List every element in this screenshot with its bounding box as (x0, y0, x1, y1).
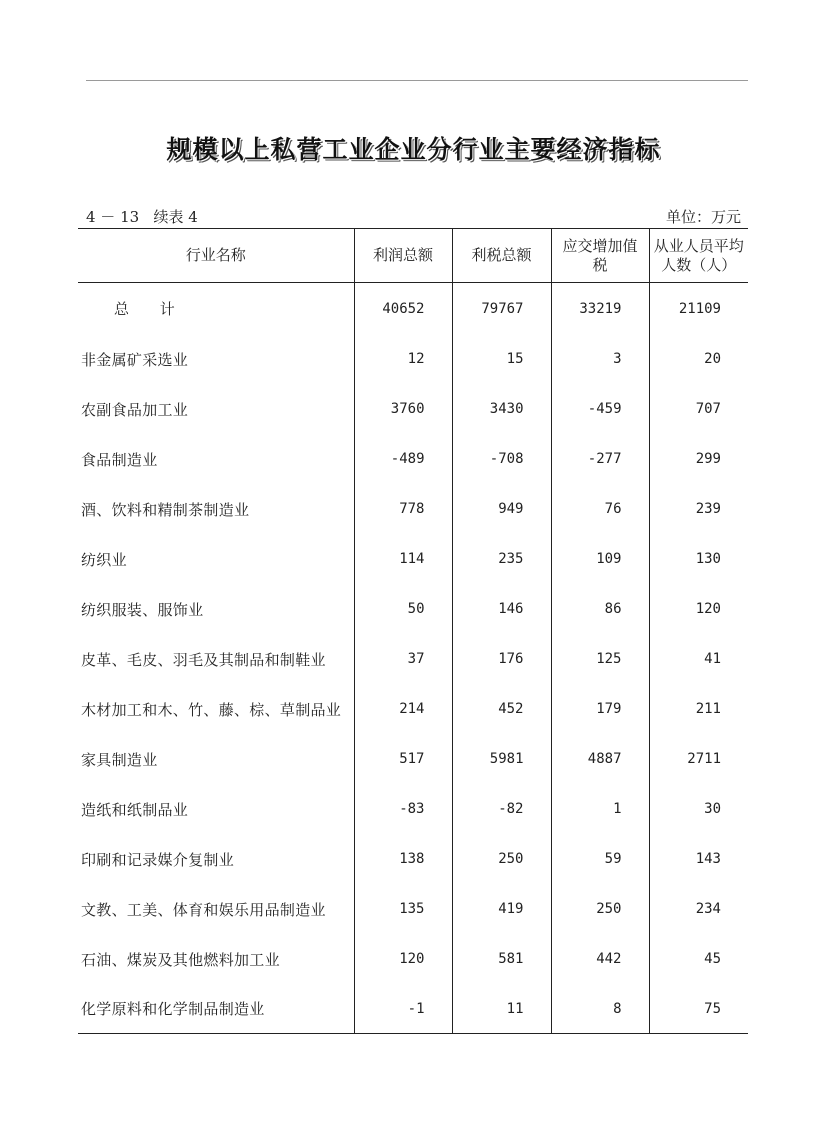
vat-payable-cell: 1 (551, 784, 649, 834)
average-employees-cell: 120 (649, 584, 748, 634)
average-employees-cell: 41 (649, 634, 748, 684)
industry-name-cell: 石油、煤炭及其他燃料加工业 (81, 950, 280, 969)
total-profit-cell: 778 (354, 484, 452, 534)
total-profit-tax-cell: 949 (452, 484, 551, 534)
header-industry-name: 行业名称 (78, 229, 354, 283)
total-profit-tax-cell: 15 (452, 334, 551, 384)
vat-payable-cell: 442 (551, 934, 649, 984)
total-profit-cell: 50 (354, 584, 452, 634)
table-row (78, 684, 748, 734)
total-profit-cell: 517 (354, 734, 452, 784)
vat-payable-cell: 76 (551, 484, 649, 534)
total-profit-cell: -83 (354, 784, 452, 834)
average-employees-cell: 130 (649, 534, 748, 584)
total-profit-tax-cell: 146 (452, 584, 551, 634)
table-number: 4 － 13 续表 4 (86, 208, 198, 226)
total-profit-tax-cell: 581 (452, 934, 551, 984)
vat-payable-cell: -277 (551, 434, 649, 484)
table-row (78, 984, 748, 1034)
total-profit-cell: 3760 (354, 384, 452, 434)
vat-payable-cell: 59 (551, 834, 649, 884)
average-employees-cell: 75 (649, 984, 748, 1034)
total-profit-tax-cell: 5981 (452, 734, 551, 784)
header-total-profit-tax: 利税总额 (452, 229, 551, 283)
total-row (78, 283, 748, 335)
industry-name-cell: 纺织业 (81, 550, 127, 569)
header-total-profit: 利润总额 (354, 229, 452, 283)
vat-payable-cell: 250 (551, 884, 649, 934)
average-employees-cell: 2711 (649, 734, 748, 784)
table-row (78, 834, 748, 884)
total-profit-cell: 120 (354, 934, 452, 984)
average-employees-cell: 211 (649, 684, 748, 734)
industry-name-cell: 造纸和纸制品业 (81, 800, 189, 819)
total-profit-cell: 40652 (354, 283, 452, 335)
industry-name-cell: 化学原料和化学制品制造业 (78, 984, 354, 1034)
industry-name-cell: 食品制造业 (81, 450, 158, 469)
table-header-row (78, 229, 748, 283)
total-profit-tax-cell: 419 (452, 884, 551, 934)
header-average-employees: 从业人员平均人数（人） (649, 229, 748, 283)
table-body (78, 283, 748, 1034)
industry-indicators-table (78, 228, 748, 1034)
vat-payable-cell: 179 (551, 684, 649, 734)
table-row (78, 484, 748, 534)
industry-name-cell: 农副食品加工业 (81, 400, 189, 419)
total-profit-tax-cell: 3430 (452, 384, 551, 434)
total-profit-tax-cell: 235 (452, 534, 551, 584)
average-employees-cell: 299 (649, 434, 748, 484)
industry-name-cell: 家具制造业 (81, 750, 158, 769)
average-employees-cell: 21109 (649, 283, 748, 335)
header-rule (86, 80, 748, 81)
vat-payable-cell: 33219 (551, 283, 649, 335)
total-profit-tax-cell: 250 (452, 834, 551, 884)
average-employees-cell: 234 (649, 884, 748, 934)
vat-payable-cell: 125 (551, 634, 649, 684)
industry-name-cell: 酒、饮料和精制茶制造业 (81, 500, 250, 519)
average-employees-cell: 30 (649, 784, 748, 834)
table-row (78, 784, 748, 834)
table-row (78, 934, 748, 984)
total-profit-cell: 12 (354, 334, 452, 384)
total-profit-cell: 214 (354, 684, 452, 734)
vat-payable-cell: -459 (551, 384, 649, 434)
table-row (78, 434, 748, 484)
total-profit-cell: -1 (354, 984, 452, 1034)
industry-name-cell: 非金属矿采选业 (81, 350, 189, 369)
table-row (78, 384, 748, 434)
average-employees-cell: 707 (649, 384, 748, 434)
total-profit-cell: 135 (354, 884, 452, 934)
vat-payable-cell: 3 (551, 334, 649, 384)
total-profit-tax-cell: 176 (452, 634, 551, 684)
total-profit-cell: 114 (354, 534, 452, 584)
total-profit-cell: -489 (354, 434, 452, 484)
table-row (78, 634, 748, 684)
average-employees-cell: 239 (649, 484, 748, 534)
table-row (78, 334, 748, 384)
industry-name-cell: 皮革、毛皮、羽毛及其制品和制鞋业 (81, 650, 326, 669)
total-profit-cell: 138 (354, 834, 452, 884)
average-employees-cell: 45 (649, 934, 748, 984)
average-employees-cell: 143 (649, 834, 748, 884)
unit-label: 单位：万元 (665, 208, 741, 226)
page-title: 规模以上私营工业企业分行业主要经济指标 (166, 135, 661, 164)
total-profit-tax-cell: 79767 (452, 283, 551, 335)
total-profit-tax-cell: 452 (452, 684, 551, 734)
industry-name-cell: 印刷和记录媒介复制业 (81, 850, 235, 869)
vat-payable-cell: 109 (551, 534, 649, 584)
total-profit-cell: 37 (354, 634, 452, 684)
industry-name-cell: 文教、工美、体育和娱乐用品制造业 (81, 900, 326, 919)
total-profit-tax-cell: -708 (452, 434, 551, 484)
total-profit-tax-cell: -82 (452, 784, 551, 834)
vat-payable-cell: 86 (551, 584, 649, 634)
vat-payable-cell: 8 (551, 984, 649, 1034)
industry-name-cell: 木材加工和木、竹、藤、棕、草制品业 (81, 700, 342, 719)
table-row (78, 584, 748, 634)
industry-name-cell: 总 计 (114, 300, 176, 318)
table-row (78, 534, 748, 584)
average-employees-cell: 20 (649, 334, 748, 384)
total-profit-tax-cell: 11 (452, 984, 551, 1034)
header-vat-payable: 应交增加值税 (551, 229, 649, 283)
industry-name-cell: 纺织服装、服饰业 (81, 600, 204, 619)
table-row (78, 734, 748, 784)
table-row (78, 884, 748, 934)
vat-payable-cell: 4887 (551, 734, 649, 784)
